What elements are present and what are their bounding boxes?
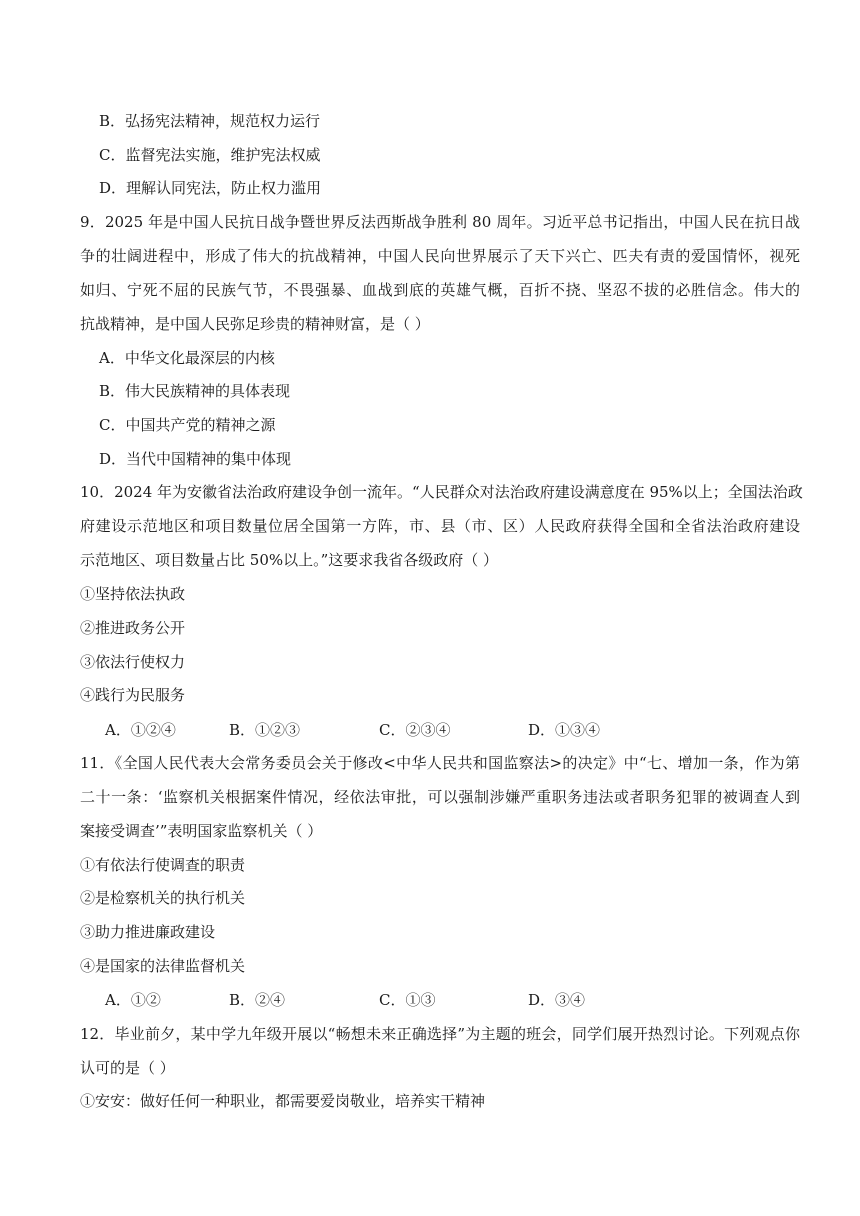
q10-choice-b: B．①②③: [229, 721, 301, 739]
q9-option-c: C．中国共产党的精神之源: [99, 416, 276, 434]
q11-stem-line: 案接受调查’”表明国家监察机关（ ）: [80, 822, 323, 840]
q12-stem-line: 认可的是（ ）: [80, 1059, 175, 1077]
q11-choice-c: C．①③: [379, 991, 436, 1009]
q8-option-c: C．监督宪法实施，维护宪法权威: [99, 146, 321, 164]
q9-stem-line: 如归、宁死不屈的民族气节，不畏强暴、血战到底的英雄气概，百折不挠、坚忍不拔的必胜信念。伟大的: [80, 281, 800, 299]
q11-choices: [0, 990, 860, 1010]
q10-stem-line: 10．2024 年为安徽省法治政府建设争创一流年。“人民群众对法治政府建设满意度在 95%以上；全国法治政: [80, 483, 803, 501]
q9-stem-line: 9．2025 年是中国人民抗日战争暨世界反法西斯战争胜利 80 周年。习近平总书记指出，中国人民在抗日战: [80, 213, 800, 231]
q11-stem-line: 二十一条：‘监察机关根据案件情况，经依法审批，可以强制涉嫌严重职务违法或者职务犯罪的被调查人到: [80, 788, 800, 806]
q10-statement: ④践行为民服务: [80, 686, 186, 704]
q10-choice-c: C．②③④: [379, 721, 451, 739]
q10-choices: [0, 720, 860, 740]
q11-choice-a: A．①②: [105, 991, 161, 1009]
q9-stem-line: 抗战精神，是中国人民弥足珍贵的精神财富，是（ ）: [80, 315, 430, 333]
q9-option-d: D．当代中国精神的集中体现: [99, 450, 292, 468]
q12-stem-line: 12．毕业前夕，某中学九年级开展以“畅想未来正确选择”为主题的班会，同学们展开热烈讨论。下列观点你: [80, 1025, 800, 1043]
q10-stem-line: 府建设示范地区和项目数量位居全国第一方阵，市、县（市、区）人民政府获得全国和全省法治政府建设: [80, 517, 800, 535]
q9-option-a: A．中华文化最深层的内核: [99, 349, 275, 367]
q9-stem-line: 争的壮阔进程中，形成了伟大的抗战精神，中国人民向世界展示了天下兴亡、匹夫有责的爱国情怀，视死: [80, 247, 800, 265]
q11-statement: ③助力推进廉政建设: [80, 923, 216, 941]
q11-statement: ②是检察机关的执行机关: [80, 889, 246, 907]
q10-choice-d: D．①③④: [528, 721, 601, 739]
q8-option-b: B．弘扬宪法精神，规范权力运行: [99, 112, 321, 130]
q8-option-d: D．理解认同宪法，防止权力滥用: [99, 179, 322, 197]
q11-statement: ①有依法行使调查的职责: [80, 856, 246, 874]
q11-choice-d: D．③④: [528, 991, 586, 1009]
q10-stem-line: 示范地区、项目数量占比 50%以上。”这要求我省各级政府（ ）: [80, 551, 499, 569]
q9-option-b: B．伟大民族精神的具体表现: [99, 382, 291, 400]
q10-choice-a: A．①②④: [105, 721, 176, 739]
q10-statement: ①坚持依法执政: [80, 585, 186, 603]
q10-statement: ②推进政务公开: [80, 619, 186, 637]
q12-statement: ①安安：做好任何一种职业，都需要爱岗敬业，培养实干精神: [80, 1092, 486, 1110]
q11-stem-line: 11．《全国人民代表大会常务委员会关于修改<中华人民共和国监察法>的决定》中“七、增加一条，作为第: [80, 754, 800, 772]
q11-choice-b: B．②④: [229, 991, 286, 1009]
q10-statement: ③依法行使权力: [80, 653, 186, 671]
q11-statement: ④是国家的法律监督机关: [80, 957, 246, 975]
